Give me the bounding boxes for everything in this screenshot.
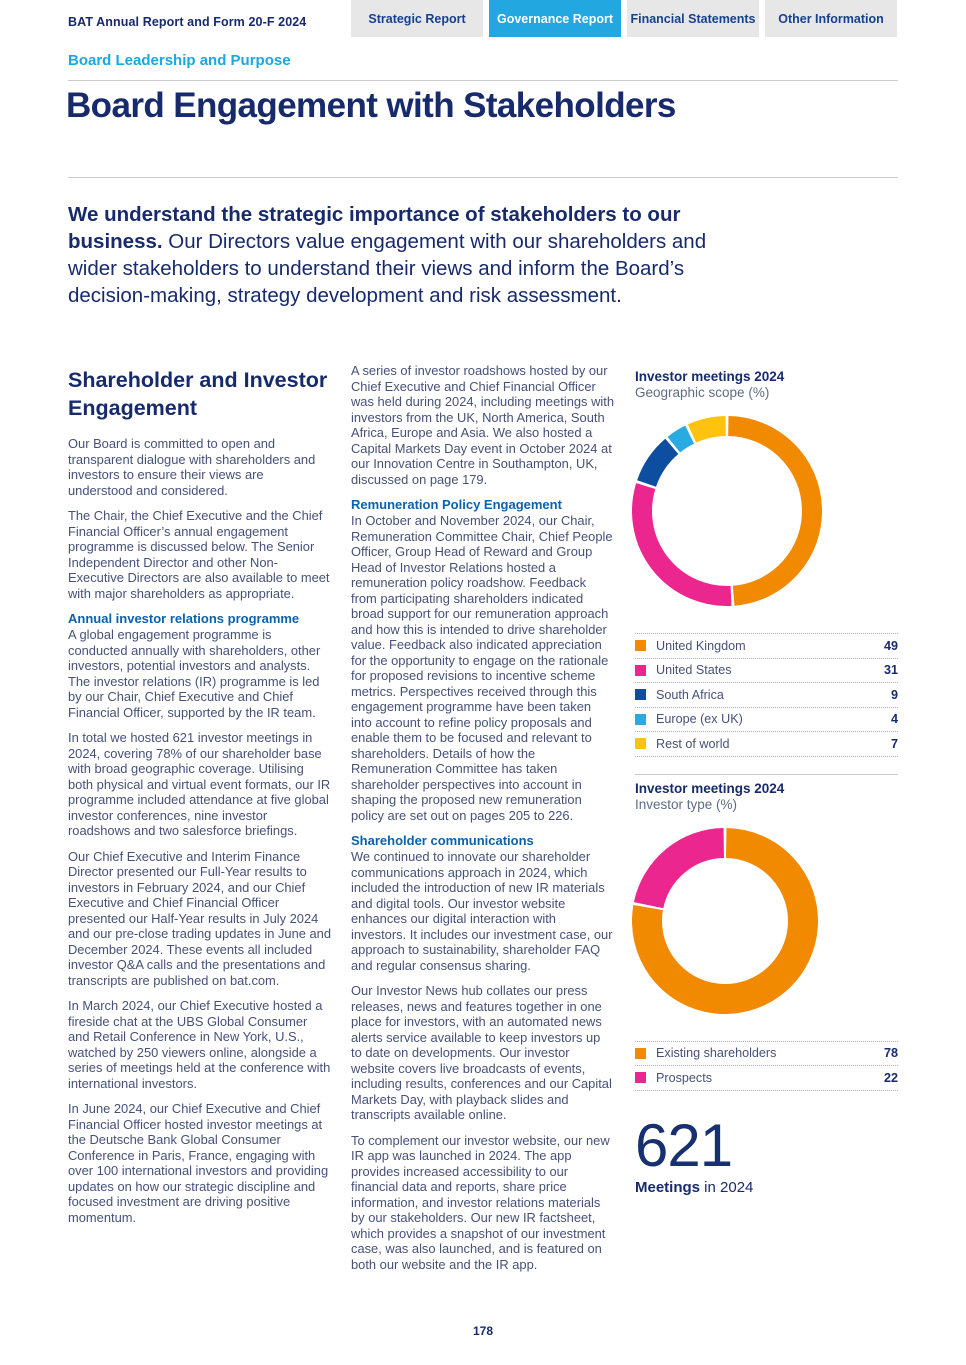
legend-row	[635, 1065, 898, 1090]
legend-value: 7	[890, 736, 898, 751]
legend-label: Rest of world	[656, 736, 730, 751]
legend-row	[635, 1041, 898, 1066]
section-heading: Shareholder and Investor Engagement	[68, 368, 328, 420]
legend-swatch	[635, 1072, 646, 1083]
paragraph: In June 2024, our Chief Executive and Chief Financial Officer hosted investor meetings at the Deutsche Bank Global Consumer Conference in Paris, France, engaging with over 100 international investors and providing updates on how our strategic discipline and focused investment are driving positive momentum.	[68, 1101, 329, 1225]
legend-swatch	[635, 738, 646, 749]
legend-swatch	[635, 665, 646, 676]
donut-segment-rest-of-world	[692, 426, 726, 434]
column-charts	[635, 363, 898, 1196]
legend-swatch	[635, 714, 646, 725]
chart-subtitle: Investor type (%)	[635, 796, 738, 812]
legend-label: United States	[656, 663, 732, 678]
legend-row	[635, 682, 898, 707]
paragraph: We continued to innovate our shareholder communications approach in 2024, which included the introduction of new IR materials and digital tools. Our investor website enhances our digital interaction with investors. It includes our investment case, our approach to sustainability, shareholder FAQ and regular consensus sharing.	[351, 849, 613, 973]
legend-label: United Kingdom	[656, 638, 746, 653]
subheading: Shareholder communications	[351, 833, 534, 848]
tab-governance-report[interactable]: Governance Report	[489, 0, 621, 37]
legend-label: Prospects	[656, 1070, 712, 1085]
paragraph: In October and November 2024, our Chair, Remuneration Committee Chair, Chief People Officer, Group Head of Reward and Group Head of Investor Relations hosted a remuneration policy roadshow. Feedback from participating shareholders indicated broad support for our remuneration approach and how this is intended to drive shareholder value. Feedback also indicated appreciation for the opportunity to engage on the rationale for proposed revisions to incentive scheme metrics. Perspectives received through this engagement programme have been taken into account to refine policy proposals and enable them to be focused and relevant to shareholders. Details of how the Remuneration Committee has taken shareholder perspectives into account in shaping the proposed new remuneration policy are set out on pages 205 to 226.	[351, 513, 613, 823]
meetings-stat	[635, 1111, 898, 1196]
legend-value: 78	[883, 1046, 898, 1061]
section-eyebrow: Board Leadership and Purpose	[68, 52, 291, 69]
intro-rest: Our Directors value engagement with our shareholders and wider stakeholders to understand their views and inform the Board’s decision-making, strategy development and risk assessment.	[68, 230, 707, 307]
donut-chart-svg	[632, 416, 822, 606]
donut-chart-svg	[632, 828, 818, 1014]
legend-row	[635, 633, 898, 658]
intro-paragraph	[68, 201, 708, 309]
legend-value: 4	[890, 712, 898, 727]
paragraph: Our Chief Executive and Interim Finance Director presented our Full-Year results to investors in February 2024, and our Chief Executive and Chief Financial Officer presented our Half-Year results in July 2024 and our pre-close trading updates in June and December 2024. These events all included investor Q&A calls and the presentations and transcripts are published on bat.com.	[68, 848, 332, 988]
legend-row	[635, 658, 898, 683]
paragraph: The Chair, the Chief Executive and the Chief Financial Officer’s annual engagement programme is discussed below. The Senior Independent Director and other Non-Executive Directors are also available to meet with major shareholders as appropriate.	[68, 508, 330, 601]
column-left	[68, 363, 331, 1235]
legend-swatch	[635, 689, 646, 700]
paragraph: Our Board is committed to open and transparent dialogue with shareholders and investors to ensure their views are understood and considered.	[68, 436, 316, 498]
chart-block-investor-type	[635, 781, 898, 1091]
donut-segment-prospects	[649, 843, 724, 905]
chart-block-geographic	[635, 369, 898, 757]
chart-title: Investor meetings 2024	[635, 369, 785, 384]
paragraph: In March 2024, our Chief Executive hosted a fireside chat at the UBS Global Consumer and Retail Conference in New York, U.S., watched by 250 viewers online, alongside a series of meetings held at the conference with international investors.	[68, 998, 331, 1091]
section-tabs	[351, 0, 897, 37]
tab-financial-statements[interactable]: Financial Statements	[627, 0, 759, 37]
legend-swatch	[635, 640, 646, 651]
donut-segment-united-kingdom	[728, 426, 812, 596]
chart-title: Investor meetings 2024	[635, 780, 785, 796]
legend-row	[635, 707, 898, 732]
paragraph: A global engagement programme is conducted annually with shareholders, other investors, potential investors and analysts. The investor relations (IR) programme is led by our Chair, Chief Executive and Chief Financial Officer, supported by the IR team.	[68, 627, 321, 720]
legend-row	[635, 731, 898, 756]
intro-lead: We understand the strategic importance of stakeholders to our business.	[68, 203, 681, 253]
paragraph: To complement our investor website, our new IR app was launched in 2024. The app provides increased accessibility to our financial data and reports, share price information, and investor relations materials by our stakeholders. Our new IR factsheet, which provides a snapshot of our investment case, was also launched, and is featured on both our website and the IR app.	[351, 1132, 610, 1272]
donut-segment-south-africa	[647, 446, 672, 483]
page-number: 178	[472, 1324, 494, 1338]
donut-segment-europe-ex-uk-	[674, 435, 690, 445]
legend-label: South Africa	[656, 687, 724, 702]
paragraph: Our Investor News hub collates our press releases, news and features together in one place for investors, with an automated news alerts service available to keep investors up to date on developments. Our investor website covers live broadcasts of events, including results, conferences and our Capital Markets Day, with playback slides and transcripts available online.	[351, 983, 612, 1122]
divider	[68, 80, 898, 81]
subheading: Annual investor relations programme	[68, 611, 300, 626]
tab-other-information[interactable]: Other Information	[765, 0, 897, 37]
divider	[635, 774, 898, 775]
chart-subtitle: Geographic scope (%)	[635, 385, 770, 400]
legend-label: Europe (ex UK)	[656, 712, 743, 727]
legend-label: Existing shareholders	[656, 1046, 777, 1061]
column-middle	[351, 363, 614, 1282]
page-title: Board Engagement with Stakeholders	[66, 86, 676, 125]
legend-swatch	[635, 1048, 646, 1059]
paragraph: A series of investor roadshows hosted by our Chief Executive and Chief Financial Officer was held during 2024, including meetings with investors from the UK, North America, South Africa, Europe and Asia. We also hosted a Capital Markets Day event in October 2024 at our Innovation Centre in Southampton, UK, discussed on page 179.	[351, 363, 614, 487]
donut-chart-geographic	[632, 416, 898, 611]
chart-legend	[635, 1041, 898, 1091]
stat-value: 621	[635, 1111, 733, 1179]
subheading: Remuneration Policy Engagement	[351, 497, 562, 512]
tab-strategic-report[interactable]: Strategic Report	[351, 0, 483, 37]
paragraph: In total we hosted 621 investor meetings in 2024, covering 78% of our shareholder base with broad geographic coverage. Utilising both physical and virtual event formats, our IR programme included attendance at five global investor conferences, nine investor roadshows and two salesforce briefings.	[68, 730, 331, 838]
stat-label: Meetings in 2024	[635, 1178, 754, 1196]
divider	[68, 177, 898, 178]
legend-value: 9	[890, 687, 898, 702]
donut-chart-investor-type	[632, 828, 898, 1019]
report-brand-title: BAT Annual Report and Form 20-F 2024	[68, 15, 307, 29]
legend-value: 49	[883, 638, 898, 653]
donut-segment-united-states	[642, 486, 731, 596]
legend-value: 31	[883, 663, 898, 678]
chart-legend	[635, 633, 898, 757]
legend-value: 22	[883, 1070, 898, 1085]
